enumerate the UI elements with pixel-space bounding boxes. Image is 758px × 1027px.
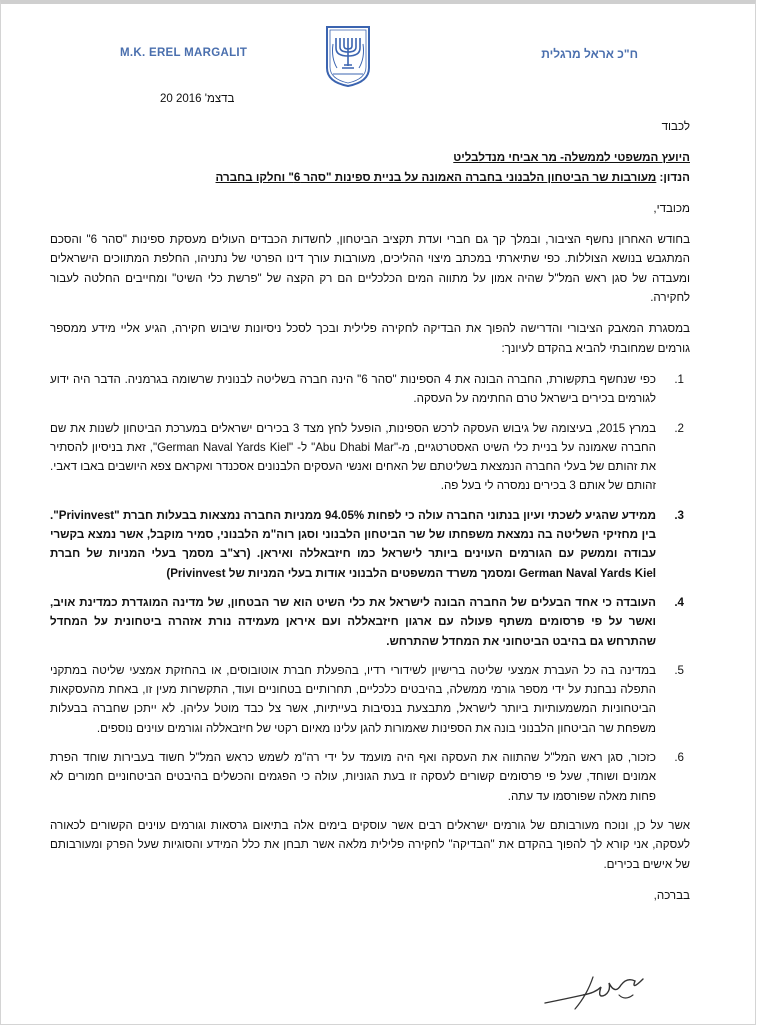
point-text: ממידע שהגיע לשכתי ועיון בנתוני החברה עולה כי לפחות 94.05% ממניות החברה נמצאות בבעלות חברת "Privinvest". בין מחזיקי השליטה בה נמצאת משפחתו של שר הביטחון הלבנוני וסגן רוה"מ הלבנוני, סמיר מוקבל, אשר נמצא בקשרי עבודה וממשק עם הגורמים העוינים ביותר לישראל כמו חיזבאללה ואיראן. (רצ"ב מסמך בעלי המניות של חברת German Naval Yards Kiel ומסמך משרד המשפטים הלבנוני אודות בעלי המניות של Privinvest) (50, 508, 657, 580)
intro-paragraph: בחודש האחרון נחשף הציבור, ובמלך קך גם חברי ועדת תקציב הביטחון, לחשדות הכבדים העולים מעסקת ספינות "סהר 6" והסכם המתגבש בנושא הצוללות. כפי שתיארתי במכתב מיצוי ההליכים, מעורבות עורך דינו הפרטי של נתניהו, החלפת המתווכים הישראלים ומעבדה של סגן ראש המל"ל שהיה אמון על מתווה המים הכלכליים הם רק הקצה של "פרשת כלי השיט" ומחייבים החלטה לעבור לחקירה. (50, 233, 690, 305)
point-item (50, 370, 690, 409)
point-text: העובדה כי אחד הבעלים של החברה הבונה לישראל את כלי השיט הוא שר הבטחון, של מדינה המוגדרת כמדינת אויב, ואשר על פי פרסומים משתף פעולה עם ארגון חיזבאללה ועם איראן מעמידה נורת אזהרה ביטחונית על המחדל שהתרחש גם בהיבט הביטחוני את המחדל שהתרחש. (50, 595, 656, 648)
subject-line (50, 168, 690, 187)
point-number: 6. (674, 751, 684, 765)
closing-paragraph: אשר על כן, ונוכח מעורבותם של גורמים ישראלים רבים אשר עוסקים בימים אלה בתיאום גרסאות וגורמים עוינים הקשורים לכאורה לעסקה, אני קורא לך להפוך בהקדם את "הבדיקה" לחקירה פלילית מלאה אשר תבחן את כלל המידע והסוגיות שעל הפרק ומעורבותם של אישים בכירים. (50, 818, 690, 871)
numbered-points (50, 370, 690, 806)
point-item (50, 748, 690, 806)
recipient-name: היועץ המשפטי לממשלה- מר אביחי מנדלבליט (453, 151, 690, 165)
recipient-prefix: לכבוד (661, 120, 690, 133)
handwritten-signature-icon (535, 965, 655, 1015)
signoff: בברכה, (653, 888, 690, 902)
author-name-english: M.K. EREL MARGALIT (120, 47, 248, 59)
greeting: מכובדי, (653, 201, 690, 215)
point-text: במרץ 2015, בעיצומה של גיבוש העסקה לרכש הספינות, הופעל לחץ מצד 3 בכירים ישראלים במערכת הביטחון לשנות את שם החברה שאמונה על בניית כלי השיט האסטרטגיים, מ-"Abu Dhabi Mar" ל- "German Naval Yards Kiel", זאת בניסיון להסתיר את זהותם של בעלי החברה הנמצאת בשליטתם של האחים ואנשי העסקים הלבנונים אסכנדר ואקראם צפא היושבים באבו דאבי. זהותם של אותם 3 בכירים נמסרה לי בעל פה. (50, 421, 657, 493)
letter-date: 20 בדצמ' 2016 (160, 93, 235, 105)
author-name-hebrew: ח"כ אראל מרגלית (541, 47, 638, 61)
menorah-emblem-icon (323, 24, 373, 88)
point-item (50, 506, 690, 583)
subject-text: מעורבות שר הביטחון הלבנוני בחברה האמונה על בניית ספינות "סהר 6" וחלקו בחברה (215, 170, 657, 184)
point-text: כפי שנחשף בתקשורת, החברה הבונה את 4 הספינות "סהר 6" הינה חברה בשליטה לבנונית שרשומה בגרמניה. הדבר היה ידוע לגורמים בכירים בישראל טרם החתימה על העסקה. (50, 372, 656, 406)
context-paragraph: במסגרת המאבק הציבורי והדרישה להפוך את הבדיקה לחקירה פלילית ובכך לסכל ניסיונות שיבוש חקירה, הגיע אליי מידע ממספר גורמים שמחובתי להביא בהקדם לעיונך: (50, 322, 690, 355)
point-number: 5. (674, 663, 684, 677)
point-item (50, 419, 690, 496)
point-number: 2. (674, 421, 684, 435)
point-item (50, 661, 690, 738)
point-item (50, 593, 690, 651)
subject-label: הנדון: (659, 170, 690, 184)
letter-body (50, 117, 690, 905)
point-number: 4. (674, 595, 684, 609)
point-number: 1. (674, 372, 684, 386)
point-text: במדינה בה כל העברת אמצעי שליטה ברישיון לשידורי רדיו, בהפעלת חברת אוטובוסים, או בהחזקת אמצעי שליטה במתקני התפלה נבחנת על ידי מספר גורמי ממשלה, בהיבטים כלכליים, תחרותיים בטחוניים ועוד, התקשרות מעין זו, באחת מהעסקאות הביטחוניות המשמעותיות ביותר לישראל, מתבצעת בנסיבות בעייתיות, אשר צל כבד מוטל עליהן. לא ייתכן שחברה בבעלות משפחת שר הביטחון הלבנוני בונה את הספינות שאמורות להגן עלינו מאיום רקטי של חיזבאללה וגורמים עוינים נוספים. (50, 663, 656, 735)
point-number: 3. (674, 508, 684, 522)
point-text: כזכור, סגן ראש המל"ל שהתווה את העסקה ואף היה מועמד על ידי רה"מ לשמש כראש המל"ל חשוד בעבירות שוחד הפרת אמונים ושוחד, שעל פי פרסומים קשורים לעסקה זו בעת הגוניות, עולה כי הפגמים והכשלים בהיבטים הביטחוניים חמורים לא פחות מאלה שפורסמו עד עתה. (50, 751, 656, 803)
